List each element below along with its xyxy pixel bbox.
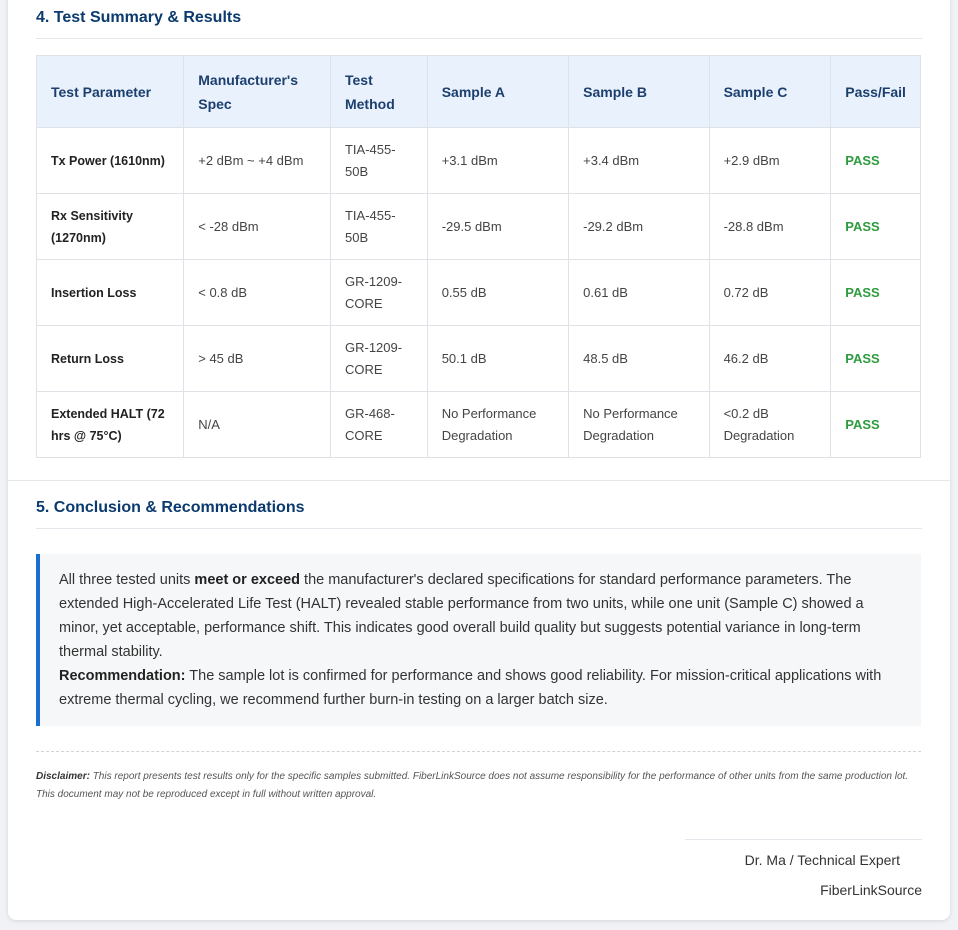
cell-method: GR-1209-CORE bbox=[330, 260, 427, 326]
cell-sample-c: 0.72 dB bbox=[709, 260, 831, 326]
section-divider bbox=[8, 480, 950, 481]
table-row bbox=[37, 128, 921, 194]
cell-sample-c: -28.8 dBm bbox=[709, 194, 831, 260]
cell-sample-b: +3.4 dBm bbox=[569, 128, 709, 194]
cell-parameter: Tx Power (1610nm) bbox=[37, 128, 184, 194]
table-row bbox=[37, 194, 921, 260]
col-header-parameter: Test Parameter bbox=[37, 56, 184, 128]
cell-spec: > 45 dB bbox=[184, 326, 331, 392]
col-header-pass-fail: Pass/Fail bbox=[831, 56, 921, 128]
conclusion-text-post: the manufacturer's declared specifications for standard performance parameters. The extended High-Accelerated Life Test (HALT) revealed stable performance from two units, while one unit (Sample C) showed a minor, yet acceptable, performance shift. This indicates good overall build quality but suggests potential variance in long-term thermal stability. bbox=[59, 572, 864, 660]
conclusion-section bbox=[36, 499, 922, 529]
signature-name: Dr. Ma / Technical Expert bbox=[744, 852, 900, 868]
table-row bbox=[37, 392, 921, 458]
cell-sample-c: <0.2 dB Degradation bbox=[709, 392, 831, 458]
cell-parameter: Extended HALT (72 hrs @ 75°C) bbox=[37, 392, 184, 458]
cell-sample-b: No Performance Degradation bbox=[569, 392, 709, 458]
cell-pass-fail: PASS bbox=[831, 128, 921, 194]
conclusion-text-pre: All three tested units bbox=[59, 572, 195, 588]
cell-sample-c: +2.9 dBm bbox=[709, 128, 831, 194]
results-table bbox=[36, 55, 921, 458]
signature-company: FiberLinkSource bbox=[820, 882, 922, 898]
recommendation-text: The sample lot is confirmed for performance and shows good reliability. For mission-critical applications with extreme thermal cycling, we recommend further burn-in testing on a larger batch size. bbox=[59, 668, 882, 708]
test-summary-section bbox=[36, 9, 922, 39]
col-header-spec: Manufacturer's Spec bbox=[184, 56, 331, 128]
col-header-method: Test Method bbox=[330, 56, 427, 128]
cell-sample-a: 50.1 dB bbox=[427, 326, 568, 392]
col-header-sample-a: Sample A bbox=[427, 56, 568, 128]
recommendation-label: Recommendation: bbox=[59, 668, 186, 684]
report-card bbox=[8, 0, 950, 920]
cell-parameter: Insertion Loss bbox=[37, 260, 184, 326]
section-title-conclusion: 5. Conclusion & Recommendations bbox=[36, 499, 922, 529]
disclaimer-text: This report presents test results only for the specific samples submitted. FiberLinkSource does not assume responsibility for the performance of other units from the same production lot. This document may not be reproduced except in full without written approval. bbox=[36, 771, 909, 800]
cell-sample-a: No Performance Degradation bbox=[427, 392, 568, 458]
cell-pass-fail: PASS bbox=[831, 326, 921, 392]
cell-pass-fail: PASS bbox=[831, 194, 921, 260]
cell-sample-b: 0.61 dB bbox=[569, 260, 709, 326]
conclusion-text-bold: meet or exceed bbox=[194, 572, 301, 588]
cell-parameter: Rx Sensitivity (1270nm) bbox=[37, 194, 184, 260]
dashed-divider bbox=[36, 751, 921, 752]
cell-pass-fail: PASS bbox=[831, 392, 921, 458]
cell-spec: N/A bbox=[184, 392, 331, 458]
cell-parameter: Return Loss bbox=[37, 326, 184, 392]
cell-sample-b: 48.5 dB bbox=[569, 326, 709, 392]
cell-method: GR-468-CORE bbox=[330, 392, 427, 458]
cell-sample-c: 46.2 dB bbox=[709, 326, 831, 392]
cell-sample-a: -29.5 dBm bbox=[427, 194, 568, 260]
table-row bbox=[37, 326, 921, 392]
disclaimer-label: Disclaimer: bbox=[36, 771, 90, 782]
cell-sample-a: +3.1 dBm bbox=[427, 128, 568, 194]
col-header-sample-c: Sample C bbox=[709, 56, 831, 128]
cell-sample-a: 0.55 dB bbox=[427, 260, 568, 326]
cell-method: TIA-455-50B bbox=[330, 128, 427, 194]
table-header-row bbox=[37, 56, 921, 128]
disclaimer bbox=[36, 768, 921, 804]
cell-pass-fail: PASS bbox=[831, 260, 921, 326]
signature-block bbox=[685, 839, 922, 900]
cell-method: TIA-455-50B bbox=[330, 194, 427, 260]
cell-spec: +2 dBm ~ +4 dBm bbox=[184, 128, 331, 194]
table-row bbox=[37, 260, 921, 326]
cell-spec: < 0.8 dB bbox=[184, 260, 331, 326]
cell-sample-b: -29.2 dBm bbox=[569, 194, 709, 260]
section-title-test-summary: 4. Test Summary & Results bbox=[36, 9, 922, 39]
cell-spec: < -28 dBm bbox=[184, 194, 331, 260]
cell-method: GR-1209-CORE bbox=[330, 326, 427, 392]
col-header-sample-b: Sample B bbox=[569, 56, 709, 128]
conclusion-box bbox=[36, 554, 921, 726]
